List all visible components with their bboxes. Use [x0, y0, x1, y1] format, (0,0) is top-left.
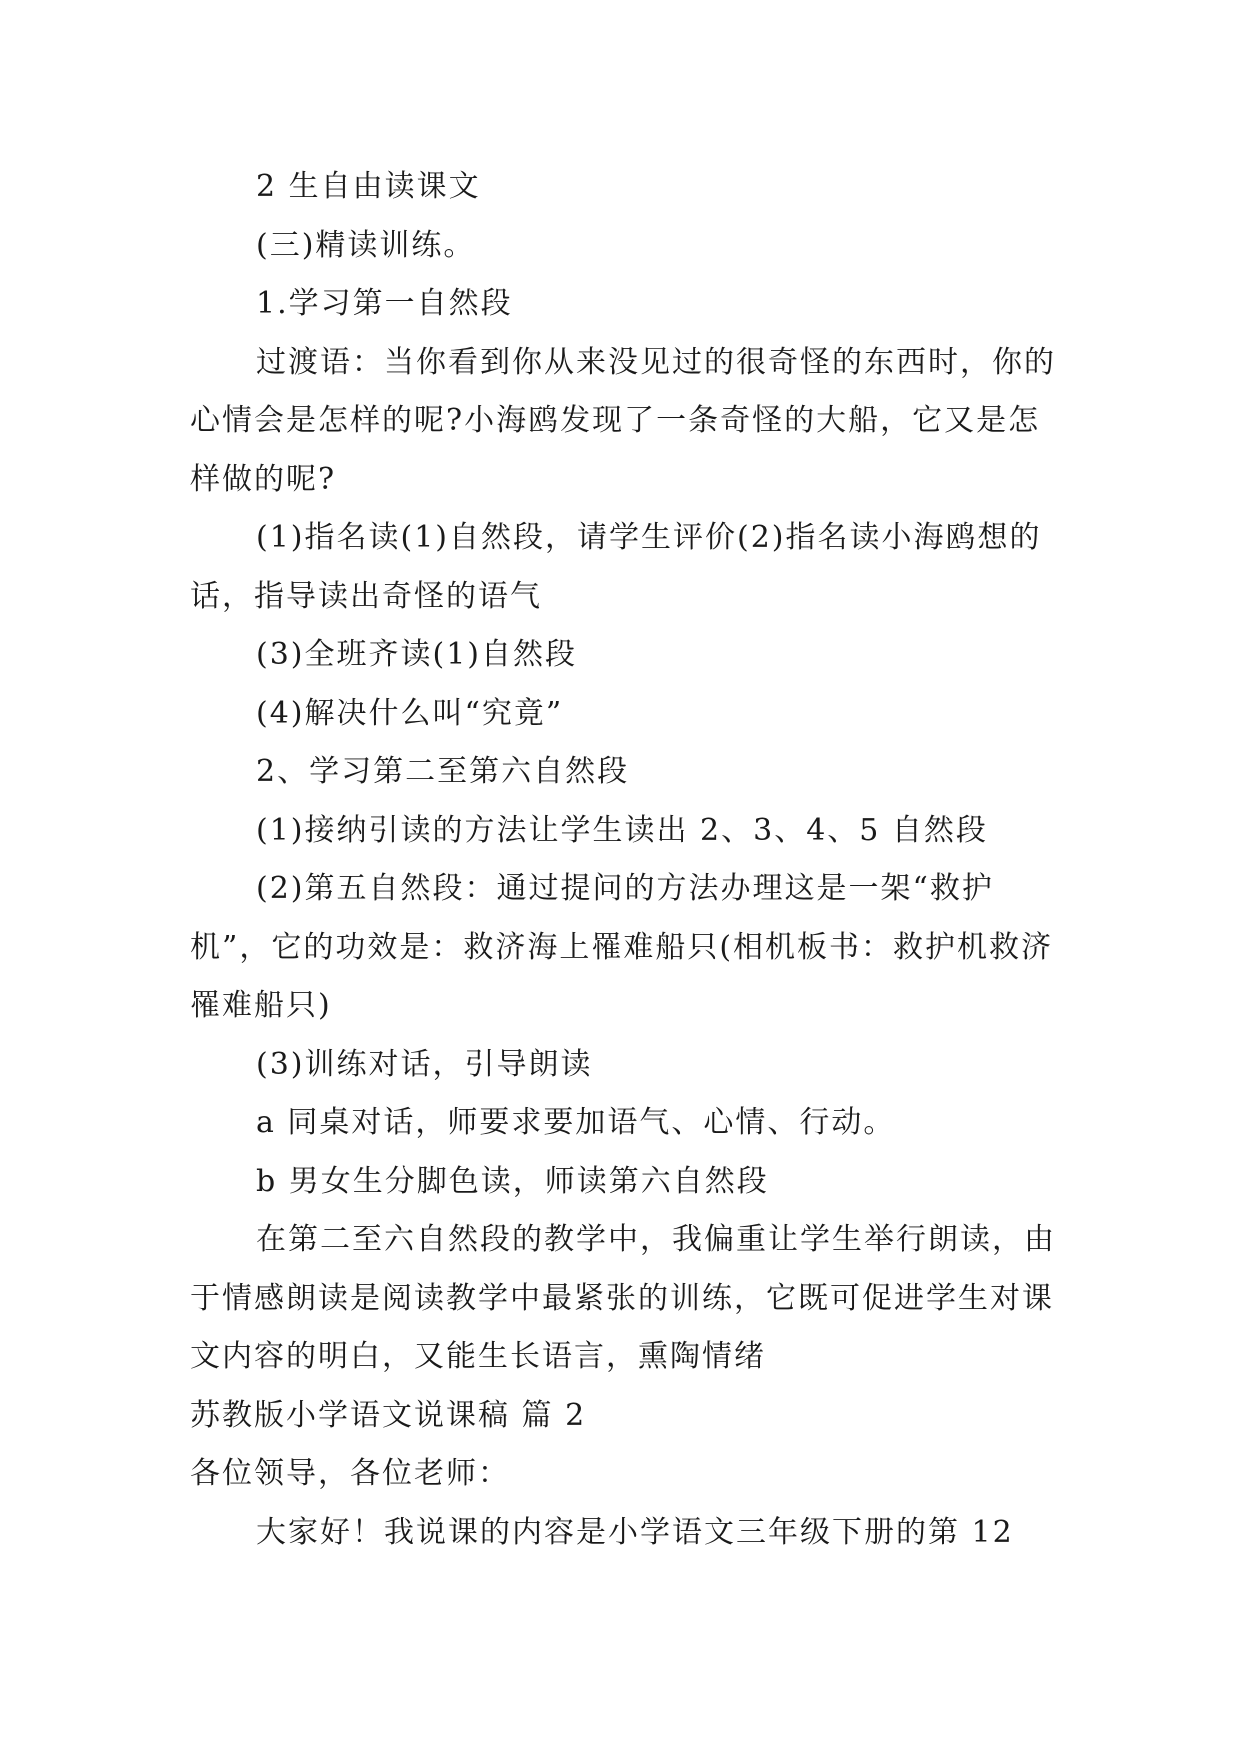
paragraph-8: 2、学习第二至第六自然段: [256, 754, 630, 789]
paragraph-5: (1)指名读(1)自然段，请学生评价(2)指名读小海鸥想的话，指导读出奇怪的语气: [190, 520, 1042, 614]
paragraph-3: 1.学习第一自然段: [256, 286, 513, 321]
section-heading: 苏教版小学语文说课稿 篇 2: [190, 1397, 587, 1433]
paragraph-4: 过渡语：当你看到你从来没见过的很奇怪的东西时，你的心情会是怎样的呢?小海鸥发现了一条奇怪的大船，它又是怎样做的呢?: [190, 344, 1056, 497]
paragraph-9: (1)接纳引读的方法让学生读出 2、3、4、5 自然段: [256, 812, 988, 848]
paragraph-1: 2 生自由读课文: [256, 169, 481, 204]
paragraph-11: (3)训练对话，引导朗读: [256, 1046, 593, 1082]
paragraph-17: 大家好！我说课的内容是小学语文三年级下册的第 12: [256, 1514, 1014, 1550]
paragraph-10: (2)第五自然段：通过提问的方法办理这是一架“救护机”，它的功效是：救济海上罹难船只(相机板书：救护机救济罹难船只): [190, 871, 1054, 1023]
paragraph-6: (3)全班齐读(1)自然段: [256, 637, 577, 672]
salutation: 各位领导，各位老师：: [190, 1456, 510, 1491]
paragraph-2: (三)精读训练。: [256, 227, 476, 263]
paragraph-13: b 男女生分脚色读，师读第六自然段: [256, 1163, 769, 1199]
paragraph-14: 在第二至六自然段的教学中，我偏重让学生举行朗读，由于情感朗读是阅读教学中最紧张的训练，它既可促进学生对课文内容的明白，又能生长语言，熏陶情绪: [190, 1222, 1056, 1374]
paragraph-7: (4)解决什么叫“究竟”: [256, 695, 564, 731]
paragraph-12: a 同桌对话，师要求要加语气、心情、行动。: [256, 1105, 896, 1140]
document-body: [190, 158, 1060, 1562]
